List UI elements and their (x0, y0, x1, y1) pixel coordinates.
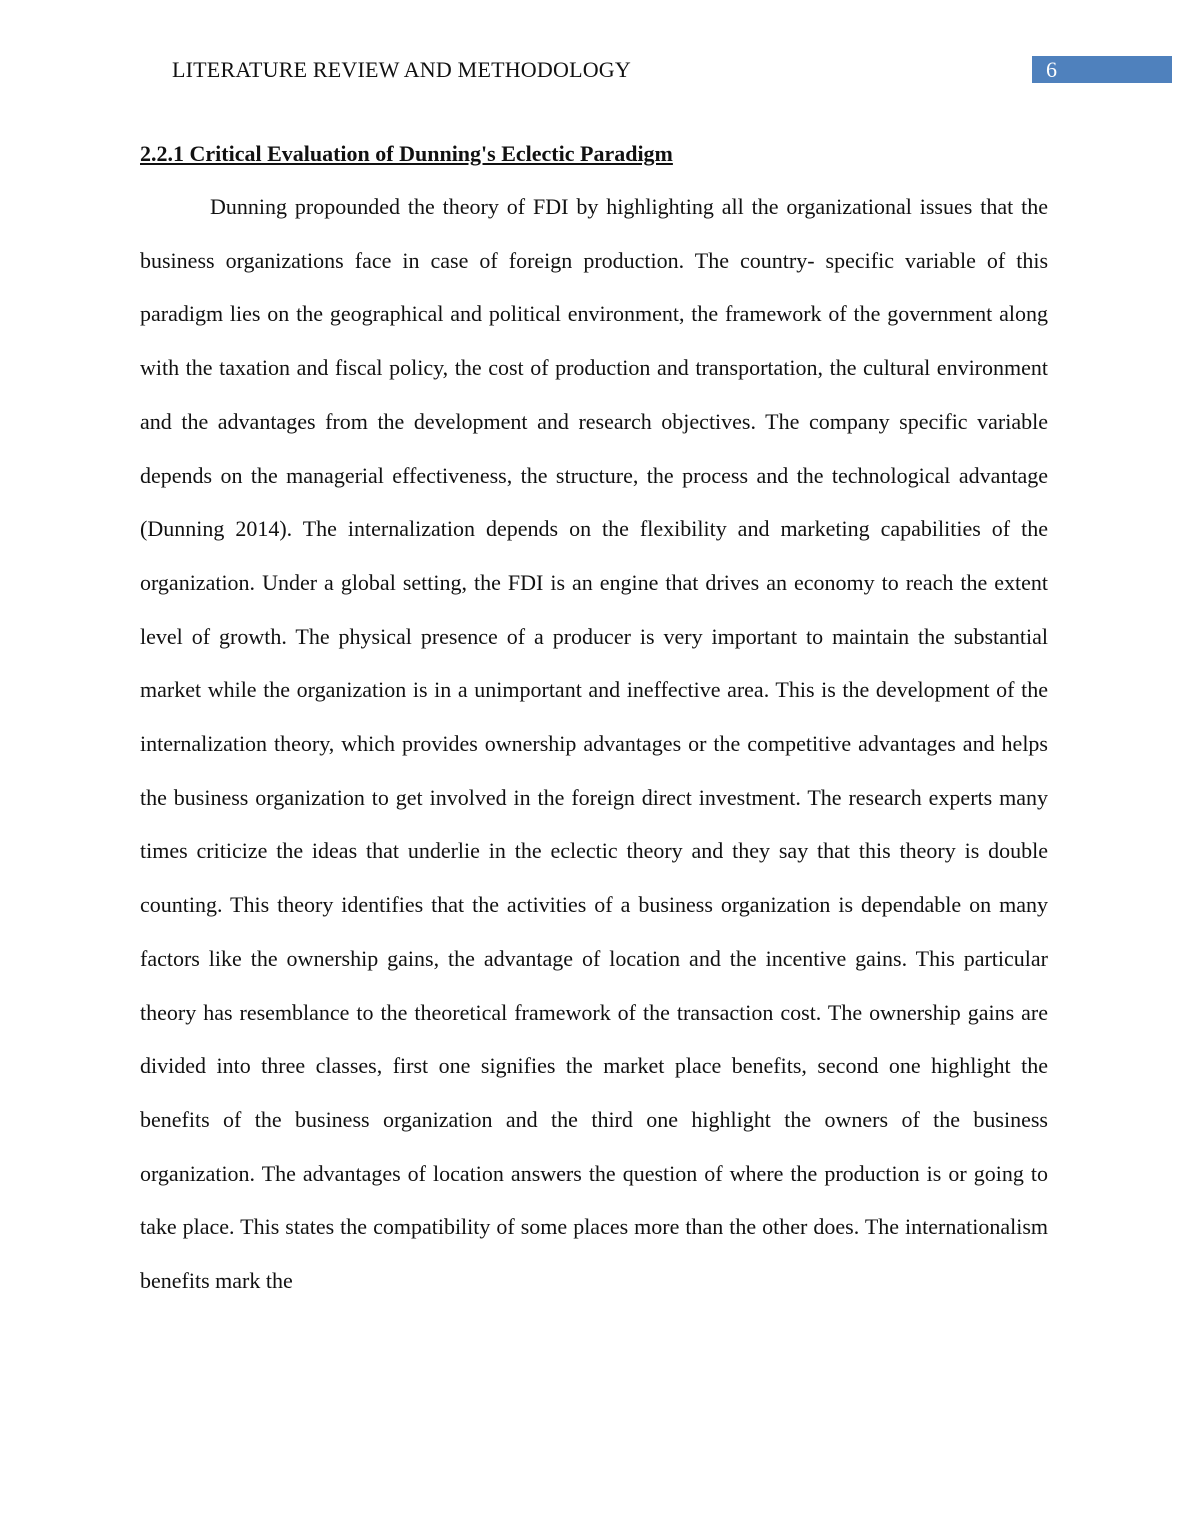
page-number-badge (1032, 56, 1172, 83)
body-paragraph: Dunning propounded the theory of FDI by highlighting all the organizational issues that the business organizations face in case of foreign production. The country- specific variable of this paradigm lies on the geographical and political environment, the framework of the government along with the taxation and fiscal policy, the cost of production and transportation, the cultural environment and the advantages from the development and research objectives. The company specific variable depends on the managerial effectiveness, the structure, the process and the technological advantage (Dunning 2014). The internalization depends on the flexibility and marketing capabilities of the organization. Under a global setting, the FDI is an engine that drives an economy to reach the extent level of growth. The physical presence of a producer is very important to maintain the substantial market while the organization is in a unimportant and ineffective area. This is the development of the internalization theory, which provides ownership advantages or the competitive advantages and helps the business organization to get involved in the foreign direct investment. The research experts many times criticize the ideas that underlie in the eclectic theory and they say that this theory is double counting. This theory identifies that the activities of a business organization is dependable on many factors like the ownership gains, the advantage of location and the incentive gains. This particular theory has resemblance to the theoretical framework of the transaction cost. The ownership gains are divided into three classes, first one signifies the market place benefits, second one highlight the benefits of the business organization and the third one highlight the owners of the business organization. The advantages of location answers the question of where the production is or going to take place. This states the compatibility of some places more than the other does. The internationalism benefits mark the (140, 194, 1048, 1294)
page-number: 6 (1046, 57, 1057, 82)
section-heading: 2.2.1 Critical Evaluation of Dunning's Eclectic Paradigm (140, 141, 673, 166)
running-head: LITERATURE REVIEW AND METHODOLOGY (172, 57, 631, 82)
